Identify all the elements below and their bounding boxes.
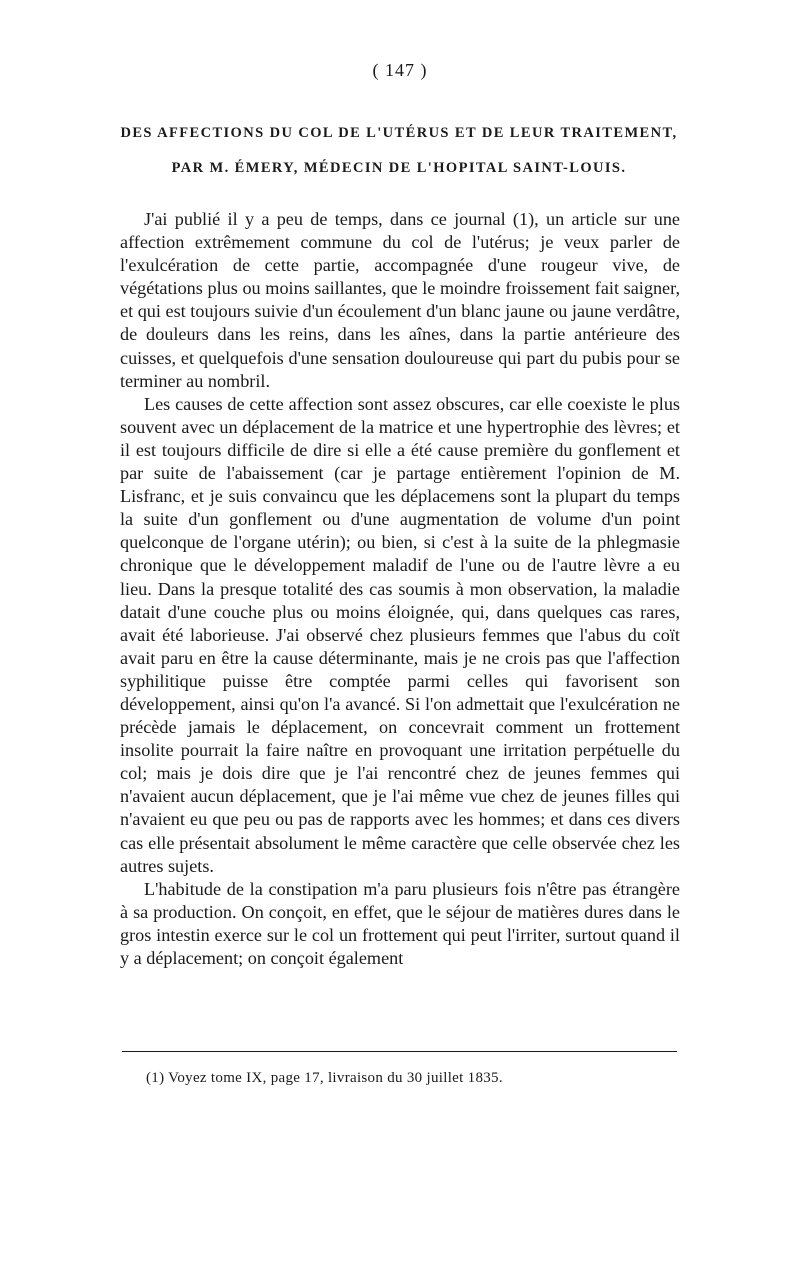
footnote: (1) Voyez tome IX, page 17, livraison du 30 juillet 1835. [146,1070,503,1086]
paragraph: L'habitude de la constipation m'a paru plusieurs fois n'être pas étrangère à sa production. On conçoit, en effet, que le séjour de matières dures dans le gros intestin exerce sur le col un frottement qui peut l'irriter, surtout quand il y a déplacement; on conçoit également [120,878,680,968]
article-author: PAR M. ÉMERY, MÉDECIN DE L'HOPITAL SAINT-LOUIS. [171,160,627,176]
article-title: DES AFFECTIONS DU COL DE L'UTÉRUS ET DE LEUR TRAITEMENT, [120,125,678,141]
paragraph: J'ai publié il y a peu de temps, dans ce journal (1), un article sur une affection extrêmement commune du col de l'utérus; je veux parler de l'exulcération de cette partie, accompagnée d'une rougeur vive, de végétations plus ou moins saillantes, que le moindre froissement fait saigner, et qui est toujours suivie d'un écoulement d'un blanc jaune ou jaune verdâtre, de douleurs dans les reins, dans les aînes, dans la partie antérieure des cuisses, et quelquefois d'une sensation douloureuse qui part du pubis pour se terminer au nombril. [120,209,680,391]
footnote-divider [122,1051,677,1052]
page-number: ( 147 ) [372,60,428,80]
paragraph: Les causes de cette affection sont assez obscures, car elle coexiste le plus souvent avec un déplacement de la matrice et une hypertrophie des lèvres; et il est toujours difficile de dire si elle a été cause première du gonflement et par suite de l'abaissement (car je partage entièrement l'opinion de M. Lisfranc, et je suis convaincu que les déplacemens sont la plupart du temps la suite d'un gonflement ou d'une augmentation de volume d'un point quelconque de l'organe utérin); ou bien, si c'est à la suite de la phlegmasie chronique que le développement maladif de l'une ou de l'autre lèvre a eu lieu. Dans la presque totalité des cas soumis à mon observation, la maladie datait d'une couche plus ou moins éloignée, qui, dans quelques cas rares, avait été laborieuse. J'ai observé chez plusieurs femmes que l'abus du coït avait paru en être la cause déterminante, mais je ne crois pas que l'affection syphilitique puisse être comptée parmi celles qui favorisent son développement, ainsi qu'on l'a avancé. Si l'on admettait que l'exulcération ne précède jamais le déplacement, on concevrait comment un frottement insolite pourrait la faire naître en provoquant une irritation perpétuelle du col; mais je dois dire que je l'ai rencontré chez de jeunes femmes qui n'avaient aucun déplacement, que je l'ai même vue chez de jeunes filles qui n'avaient eu que peu ou pas de rapports avec les hommes; et dans ces divers cas elle présentait absolument le même caractère que celle observée chez les autres sujets. [120,393,680,876]
article-body [120,208,680,970]
